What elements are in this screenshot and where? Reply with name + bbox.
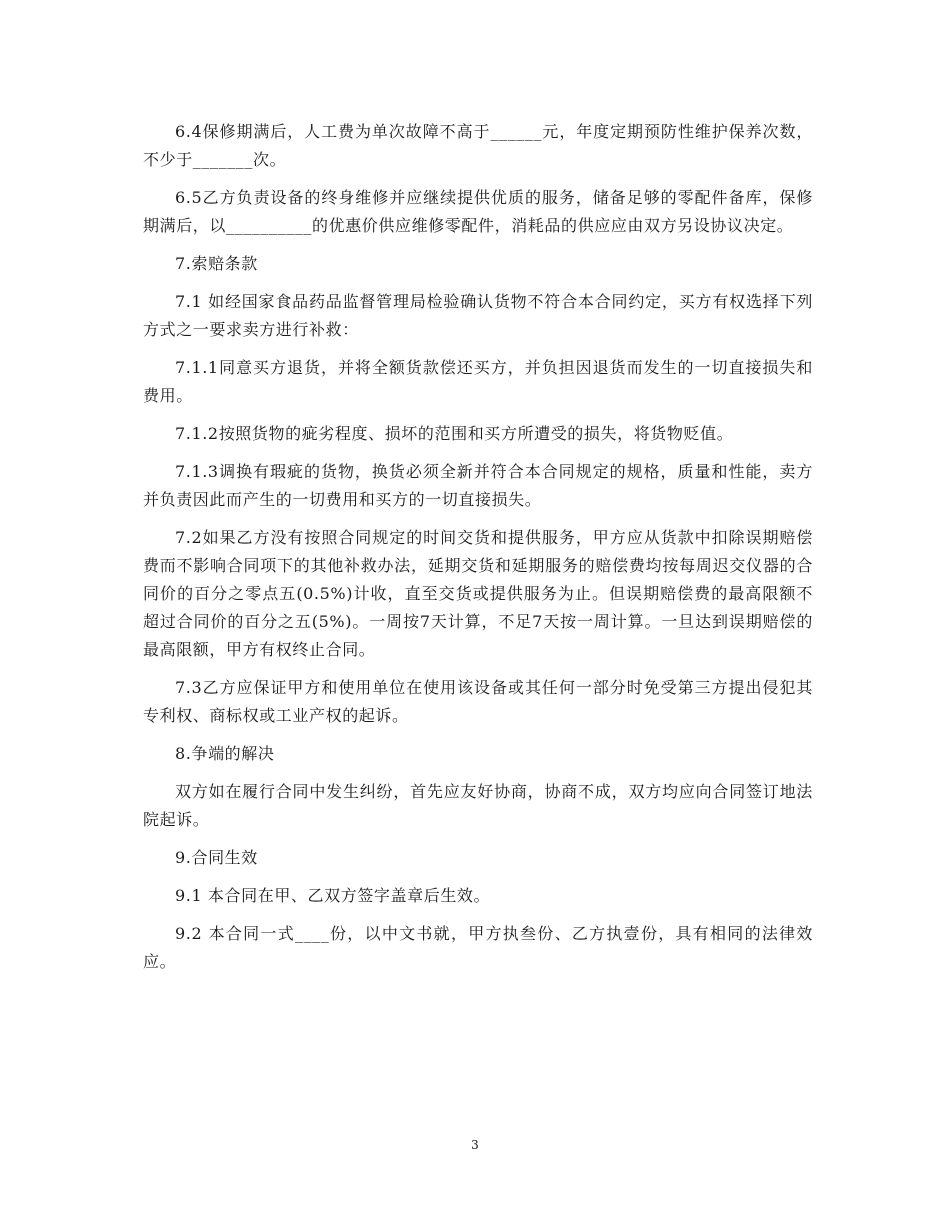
section-heading-disputes: 8.争端的解决 bbox=[175, 744, 275, 763]
clause-7-3: 7.3乙方应保证甲方和使用单位在使用该设备或其任何一部分时免受第三方提出侵犯其专利权、商标权或工业产权的起诉。 bbox=[143, 678, 813, 725]
clause-7-1-3: 7.1.3调换有瑕疵的货物，换货必须全新并符合本合同规定的规格，质量和性能，卖方并负责因此而产生的一切费用和买方的一切直接损失。 bbox=[143, 462, 813, 509]
clause-9-1: 9.1 本合同在甲、乙双方签字盖章后生效。 bbox=[175, 886, 491, 905]
clause-7-1-1: 7.1.1同意买方退货，并将全额货款偿还买方，并负担因退货而发生的一切直接损失和费用。 bbox=[143, 358, 813, 405]
clause-6-4: 6.4保修期满后，人工费为单次故障不高于______元，年度定期预防性维护保养次数，不少于_______次。 bbox=[143, 122, 813, 169]
page-number: 3 bbox=[471, 1138, 479, 1152]
clause-7-2: 7.2如果乙方没有按照合同规定的时间交货和提供服务，甲方应从货款中扣除误期赔偿费而不影响合同项下的其他补救办法，延期交货和延期服务的赔偿费均按每周迟交仪器的合同价的百分之零点五(0.5%)计收，直至交货或提供服务为止。但误期赔偿费的最高限额不超过合同价的百分之五(5%)。一周按7天计算，不足7天按一周计算。一旦达到误期赔偿的最高限额，甲方有权终止合同。 bbox=[143, 528, 813, 659]
section-heading-claims: 7.索赔条款 bbox=[175, 254, 258, 273]
clause-7-1: 7.1 如经国家食品药品监督管理局检验确认货物不符合本合同约定，买方有权选择下列方式之一要求卖方进行补救： bbox=[143, 292, 813, 339]
clause-9-2: 9.2 本合同一式____份，以中文书就，甲方执叁份、乙方执壹份，具有相同的法律效应。 bbox=[143, 924, 813, 971]
clause-7-1-2: 7.1.2按照货物的疵劣程度、损坏的范围和买方所遭受的损失，将货物贬值。 bbox=[175, 424, 734, 443]
section-heading-effectiveness: 9.合同生效 bbox=[175, 848, 258, 867]
disputes-text: 双方如在履行合同中发生纠纷，首先应友好协商，协商不成，双方均应向合同签订地法院起诉。 bbox=[143, 782, 813, 829]
document-body bbox=[143, 118, 813, 986]
clause-6-5: 6.5乙方负责设备的终身维修并应继续提供优质的服务，储备足够的零配件备库，保修期满后，以__________的优惠价供应维修零配件，消耗品的供应应由双方另设协议决定。 bbox=[143, 188, 813, 235]
